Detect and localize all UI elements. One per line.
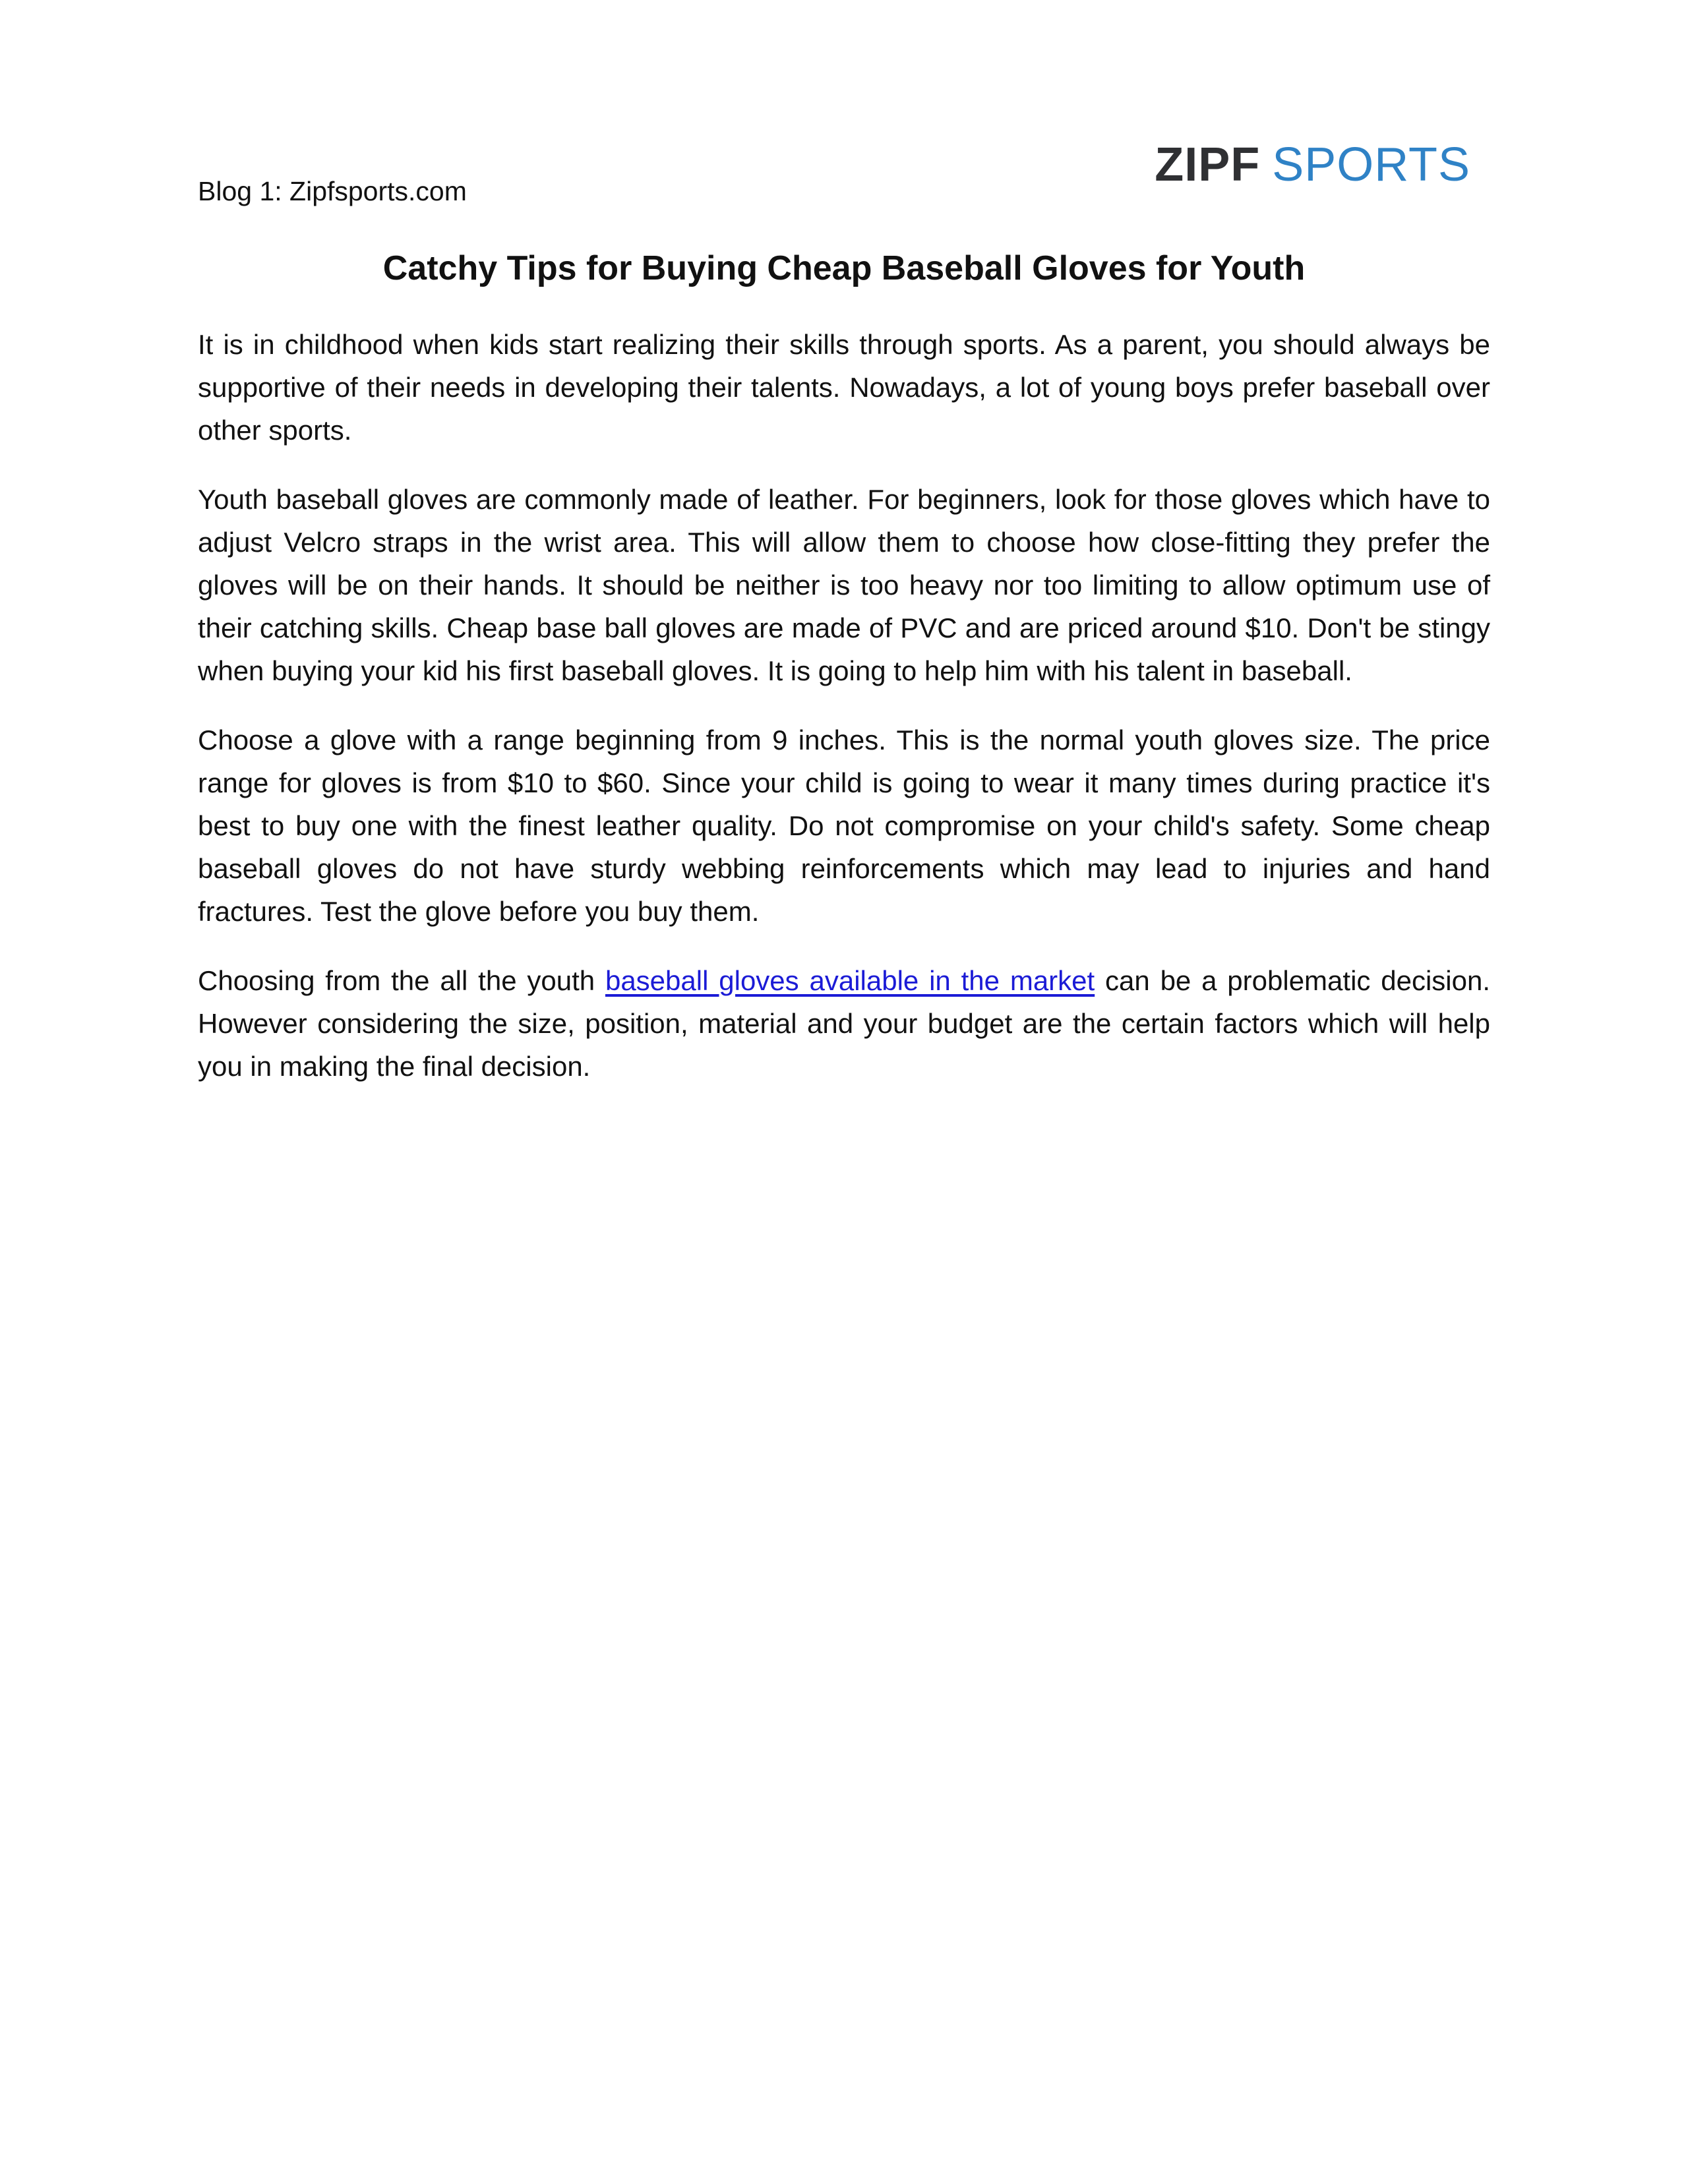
page-header	[198, 132, 1490, 211]
logo-text-zipf: ZIPF	[1155, 138, 1261, 191]
paragraph-2: Youth baseball gloves are commonly made of leather. For beginners, look for those gloves which have to adjust Velcro straps in the wrist area. This will allow them to choose how close-fitting they prefer the gloves will be on their hands. It should be neither is too heavy nor too limiting to allow optimum use of their catching skills. Cheap base ball gloves are made of PVC and are priced around $10. Don't be stingy when buying your kid his first baseball gloves. It is going to help him with his talent in baseball.	[198, 484, 1490, 686]
paragraph-4-lead: Choosing from the all the youth	[198, 965, 605, 996]
paragraph-4-tail: can be a problematic decision. However considering the size, position, material and your budget are the certain factors which will help you in making the final decision.	[198, 965, 1490, 1082]
paragraph-1: It is in childhood when kids start realizing their skills through sports. As a parent, you should always be supportive of their needs in developing their talents. Nowadays, a lot of young boys prefer baseball over other sports.	[198, 329, 1490, 446]
baseball-gloves-market-link[interactable]: baseball gloves available in the market	[605, 965, 1095, 996]
paragraph-3: Choose a glove with a range beginning from 9 inches. This is the normal youth gloves size. The price range for gloves is from $10 to $60. Since your child is going to wear it many times during practice it's best to buy one with the finest leather quality. Do not compromise on your child's safety. Some cheap baseball gloves do not have sturdy webbing reinforcements which may lead to injuries and hand fractures. Test the glove before you buy them.	[198, 724, 1490, 927]
blog-label: Blog 1: Zipfsports.com	[198, 176, 467, 206]
article-body	[198, 323, 1490, 1114]
article-title: Catchy Tips for Buying Cheap Baseball Gloves for Youth	[382, 249, 1306, 287]
paragraph-4	[198, 959, 1490, 1088]
zipf-sports-logo	[1155, 138, 1470, 191]
logo-text-sports: SPORTS	[1272, 138, 1470, 191]
